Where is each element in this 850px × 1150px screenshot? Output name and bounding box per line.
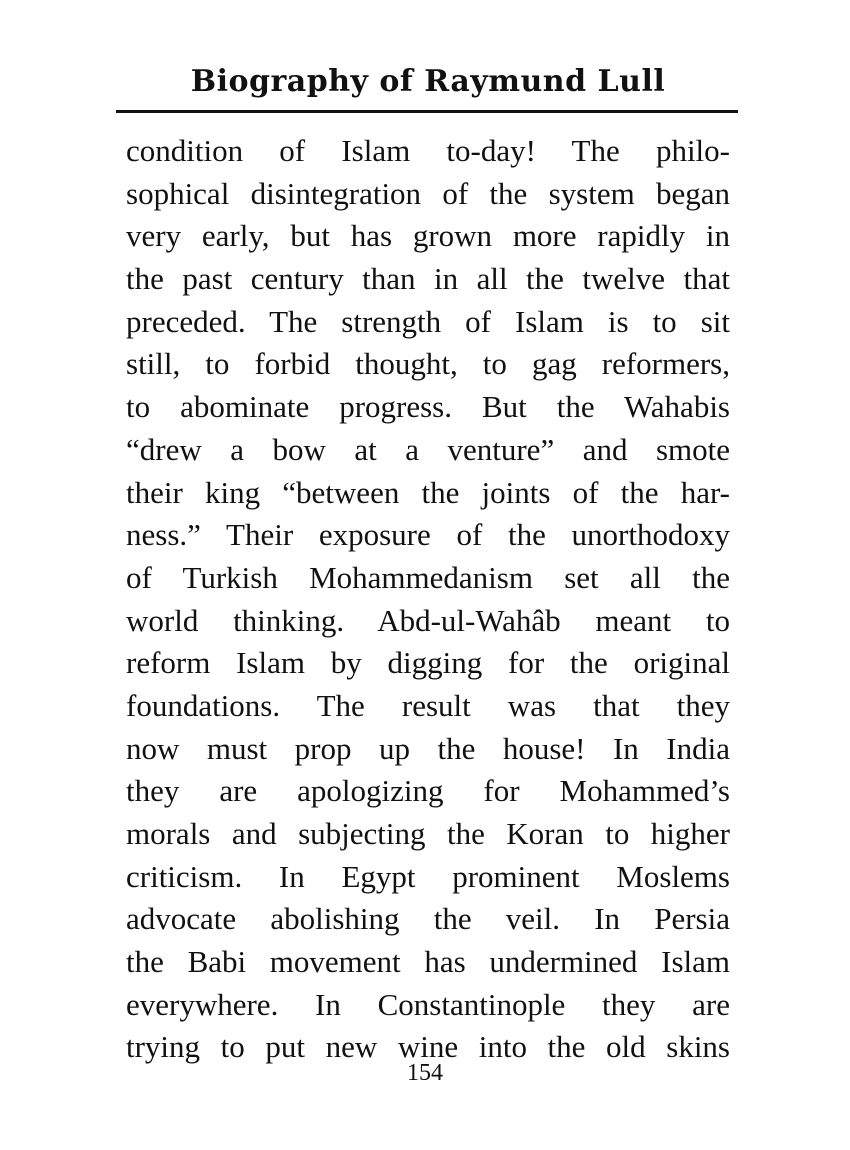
text-line: the Babi movement has undermined Islam — [126, 944, 730, 980]
text-line: still, to forbid thought, to gag reformers, — [126, 346, 730, 382]
text-line: world thinking. Abd-ul-Wahâb meant to — [126, 602, 730, 638]
text-line: trying to put new wine into the old skins — [126, 1029, 730, 1065]
text-line: “drew a bow at a venture” and smote — [126, 431, 730, 467]
text-line: foundations. The result was that they — [126, 687, 730, 723]
text-line: condition of Islam to-day! The philo- — [126, 133, 730, 168]
text-line: criticism. In Egypt prominent Moslems — [126, 858, 730, 894]
text-line: their king “between the joints of the har- — [126, 474, 730, 510]
page-number: 154 — [407, 1060, 443, 1086]
text-line: morals and subjecting the Koran to higher — [126, 816, 730, 851]
text-line: ness.” Their exposure of the unorthodoxy — [126, 517, 730, 553]
running-header: Biography of Raymund Lull — [190, 64, 666, 99]
text-line: of Turkish Mohammedanism set all the — [126, 559, 730, 595]
text-line: now must prop up the house! In India — [126, 730, 730, 766]
text-line: very early, but has grown more rapidly in — [126, 218, 730, 254]
body-text — [126, 130, 730, 1069]
text-line: preceded. The strength of Islam is to sit — [126, 303, 730, 339]
text-line: the past century than in all the twelve that — [126, 261, 730, 297]
text-line: sophical disintegration of the system began — [126, 175, 730, 211]
text-line: they are apologizing for Mohammed’s — [126, 773, 730, 809]
text-line: everywhere. In Constantinople they are — [126, 986, 730, 1022]
text-line: advocate abolishing the veil. In Persia — [126, 901, 730, 937]
header-rule — [116, 110, 738, 113]
text-line: to abominate progress. But the Wahabis — [126, 389, 730, 425]
text-line: reform Islam by digging for the original — [126, 645, 730, 681]
